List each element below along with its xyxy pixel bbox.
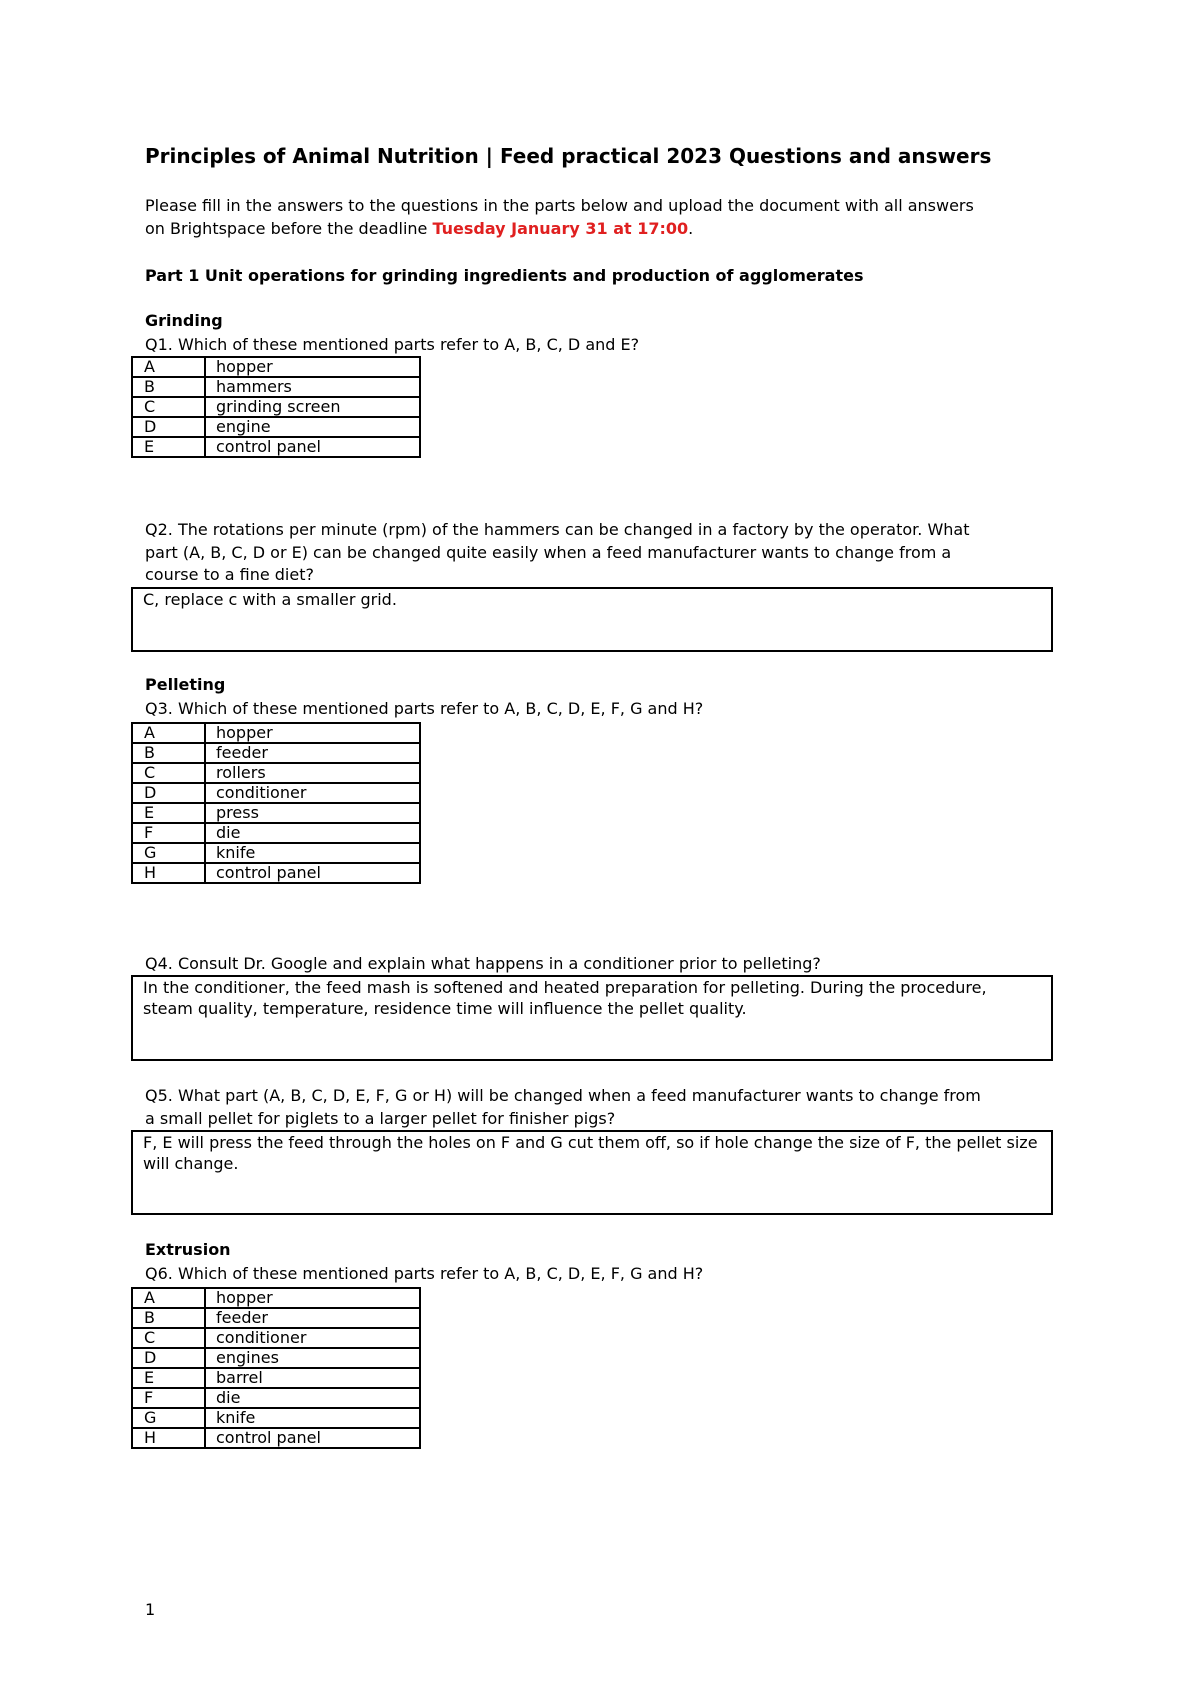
part-name[interactable]: hopper: [205, 723, 420, 743]
table-row: [132, 437, 420, 457]
table-row: [132, 1368, 420, 1388]
part-name[interactable]: feeder: [205, 1308, 420, 1328]
q5-answer-box[interactable]: F, E will press the feed through the holes on F and G cut them off, so if hole change the size of F, the pellet size will change.: [131, 1130, 1053, 1215]
part-letter: G: [132, 1408, 205, 1428]
part-name[interactable]: control panel: [205, 1428, 420, 1448]
q1-text: Q1. Which of these mentioned parts refer to A, B, C, D and E?: [145, 335, 640, 354]
part-letter: B: [132, 743, 205, 763]
part-name[interactable]: rollers: [205, 763, 420, 783]
intro-line-2: [145, 217, 693, 240]
grinding-heading: Grinding: [145, 311, 223, 330]
intro-line-2-prefix: on Brightspace before the deadline: [145, 219, 433, 238]
q5-line-1: Q5. What part (A, B, C, D, E, F, G or H) will be changed when a feed manufacturer wants to change from: [145, 1086, 981, 1105]
part-letter: C: [132, 763, 205, 783]
q1-table: [131, 356, 421, 458]
part-letter: C: [132, 397, 205, 417]
document-title: Principles of Animal Nutrition | Feed practical 2023 Questions and answers: [145, 144, 992, 168]
table-row: [132, 1408, 420, 1428]
extrusion-heading: Extrusion: [145, 1240, 231, 1259]
part-name[interactable]: hammers: [205, 377, 420, 397]
q6-table: [131, 1287, 421, 1449]
part-name[interactable]: die: [205, 1388, 420, 1408]
q4-text: Q4. Consult Dr. Google and explain what happens in a conditioner prior to pelleting?: [145, 954, 821, 973]
table-row: [132, 357, 420, 377]
table-row: [132, 763, 420, 783]
part-letter: H: [132, 1428, 205, 1448]
table-row: [132, 1288, 420, 1308]
intro-line-1: Please fill in the answers to the questions in the parts below and upload the document with all answers: [145, 196, 974, 215]
q6-text: Q6. Which of these mentioned parts refer to A, B, C, D, E, F, G and H?: [145, 1264, 704, 1283]
table-row: [132, 803, 420, 823]
part-name[interactable]: press: [205, 803, 420, 823]
part-letter: D: [132, 417, 205, 437]
table-row: [132, 417, 420, 437]
part-name[interactable]: grinding screen: [205, 397, 420, 417]
q2-line-2: part (A, B, C, D or E) can be changed quite easily when a feed manufacturer wants to change from a: [145, 543, 952, 562]
part-name[interactable]: feeder: [205, 743, 420, 763]
part-name[interactable]: control panel: [205, 863, 420, 883]
part-name[interactable]: control panel: [205, 437, 420, 457]
table-row: [132, 1308, 420, 1328]
part-name[interactable]: knife: [205, 1408, 420, 1428]
table-row: [132, 1328, 420, 1348]
part-name[interactable]: hopper: [205, 1288, 420, 1308]
part-name[interactable]: engine: [205, 417, 420, 437]
table-row: [132, 783, 420, 803]
part-name[interactable]: conditioner: [205, 783, 420, 803]
part-name[interactable]: conditioner: [205, 1328, 420, 1348]
q2-line-3: course to a fine diet?: [145, 565, 314, 584]
part-letter: C: [132, 1328, 205, 1348]
part-letter: B: [132, 377, 205, 397]
q3-text: Q3. Which of these mentioned parts refer to A, B, C, D, E, F, G and H?: [145, 699, 704, 718]
q3-table: [131, 722, 421, 884]
part-letter: G: [132, 843, 205, 863]
table-row: [132, 723, 420, 743]
part1-heading: Part 1 Unit operations for grinding ingredients and production of agglomerates: [145, 266, 864, 285]
table-row: [132, 1348, 420, 1368]
part-letter: B: [132, 1308, 205, 1328]
table-row: [132, 1388, 420, 1408]
table-row: [132, 743, 420, 763]
part-letter: H: [132, 863, 205, 883]
table-row: [132, 377, 420, 397]
table-row: [132, 863, 420, 883]
part-letter: D: [132, 1348, 205, 1368]
part-letter: A: [132, 723, 205, 743]
part-letter: A: [132, 357, 205, 377]
part-name[interactable]: hopper: [205, 357, 420, 377]
part-name[interactable]: die: [205, 823, 420, 843]
part-letter: F: [132, 823, 205, 843]
table-row: [132, 823, 420, 843]
part-letter: E: [132, 803, 205, 823]
q5-line-2: a small pellet for piglets to a larger pellet for finisher pigs?: [145, 1109, 616, 1128]
pelleting-heading: Pelleting: [145, 675, 226, 694]
deadline-text: Tuesday January 31 at 17:00: [432, 219, 689, 238]
part-name[interactable]: engines: [205, 1348, 420, 1368]
table-row: [132, 843, 420, 863]
part-letter: A: [132, 1288, 205, 1308]
q2-answer-box[interactable]: C, replace c with a smaller grid.: [131, 587, 1053, 652]
intro-line-2-suffix: .: [688, 219, 694, 238]
table-row: [132, 1428, 420, 1448]
part-letter: D: [132, 783, 205, 803]
part-name[interactable]: knife: [205, 843, 420, 863]
page-number: 1: [145, 1600, 156, 1619]
part-letter: E: [132, 437, 205, 457]
part-name[interactable]: barrel: [205, 1368, 420, 1388]
table-row: [132, 397, 420, 417]
part-letter: E: [132, 1368, 205, 1388]
part-letter: F: [132, 1388, 205, 1408]
q4-answer-box[interactable]: In the conditioner, the feed mash is softened and heated preparation for pelleting. During the procedure, steam quality, temperature, residence time will influence the pellet quality.: [131, 975, 1053, 1061]
q2-line-1: Q2. The rotations per minute (rpm) of the hammers can be changed in a factory by the operator. What: [145, 520, 970, 539]
